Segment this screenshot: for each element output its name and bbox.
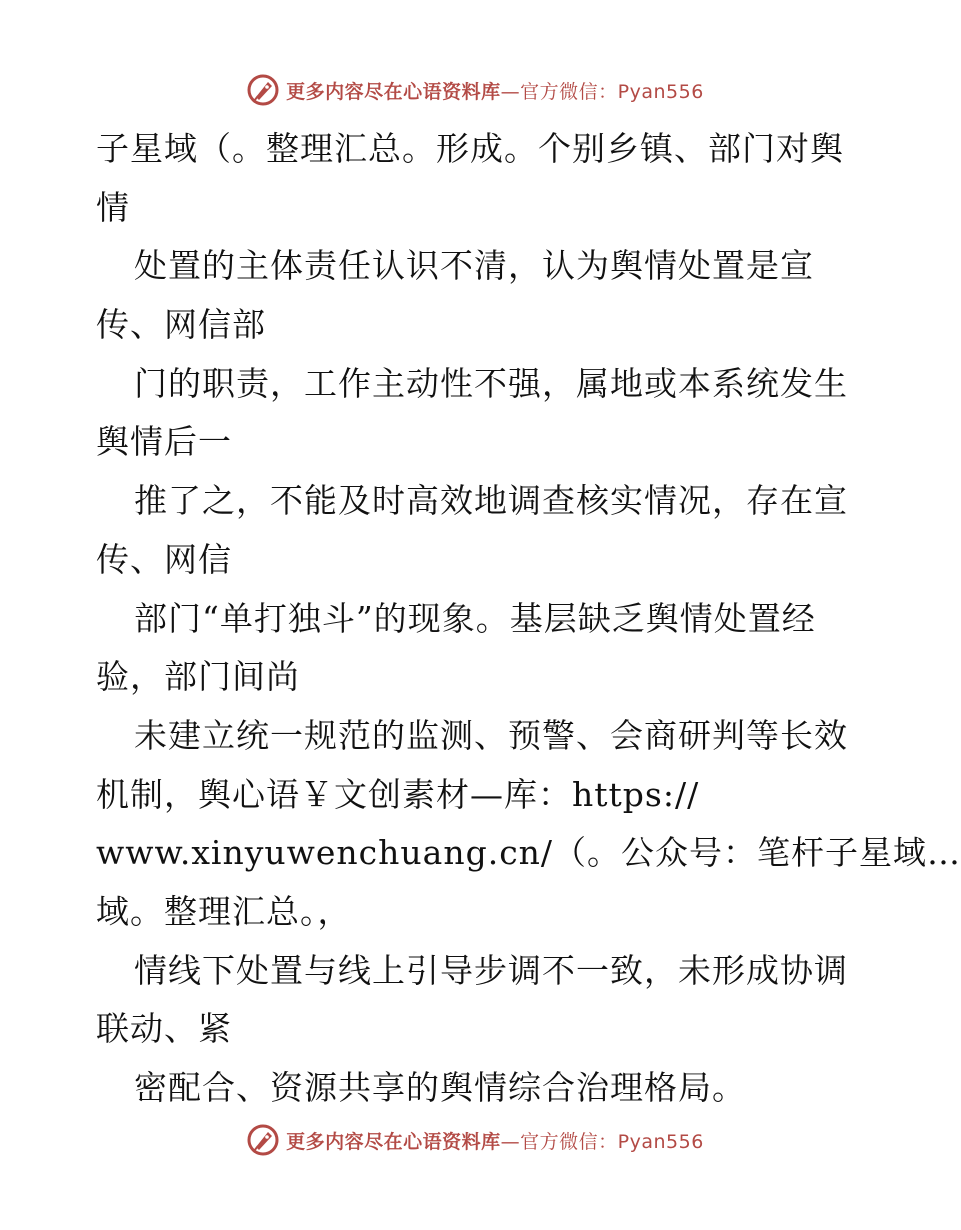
text-line: 传、网信 bbox=[96, 539, 232, 579]
text-line: 验，部门间尚 bbox=[96, 657, 300, 697]
footer-watermark bbox=[0, 1120, 950, 1160]
text-line: 舆情后一 bbox=[96, 422, 232, 462]
watermark-separator: — bbox=[500, 80, 521, 103]
watermark-contact: 官方微信：Pyan556 bbox=[520, 1130, 704, 1153]
text-line: 推了之，不能及时高效地调查核实情况，存在宣 bbox=[134, 481, 848, 521]
watermark-brand: 更多内容尽在心语资料库 bbox=[286, 1130, 501, 1153]
watermark-separator: — bbox=[500, 1130, 521, 1153]
watermark-text bbox=[286, 77, 704, 104]
watermark-brand: 更多内容尽在心语资料库 bbox=[286, 80, 501, 103]
text-line: 联动、紧 bbox=[96, 1009, 232, 1049]
document-body bbox=[96, 120, 961, 1118]
watermark-contact: 官方微信：Pyan556 bbox=[520, 80, 704, 103]
text-line: 情 bbox=[96, 187, 130, 227]
text-line: 处置的主体责任认识不清，认为舆情处置是宣 bbox=[134, 246, 814, 286]
text-line: 密配合、资源共享的舆情综合治理格局。 bbox=[134, 1068, 746, 1107]
text-line: 情线下处置与线上引导步调不一致，未形成协调 bbox=[134, 950, 848, 990]
header-watermark bbox=[0, 70, 950, 110]
watermark-text bbox=[286, 1127, 704, 1154]
text-line: 传、网信部 bbox=[96, 305, 266, 345]
text-line: 未建立统一规范的监测、预警、会商研判等长效 bbox=[134, 715, 848, 755]
text-line: 域。整理汇总。， bbox=[96, 891, 352, 931]
text-line: 门的职责，工作主动性不强，属地或本系统发生 bbox=[134, 363, 848, 403]
pen-nib-logo-icon bbox=[246, 73, 280, 107]
text-line: 部门“单打独斗”的现象。基层缺乏舆情处置经 bbox=[134, 598, 816, 638]
text-line: www.xinyuwenchuang.cn/（。公众号：笔杆子星域… bbox=[96, 833, 961, 873]
text-line: 子星域（。整理汇总。形成。个别乡镇、部门对舆 bbox=[96, 129, 844, 168]
text-line: 机制，舆心语￥文创素材—库：https:// bbox=[96, 774, 700, 814]
pen-nib-logo-icon bbox=[246, 1123, 280, 1157]
